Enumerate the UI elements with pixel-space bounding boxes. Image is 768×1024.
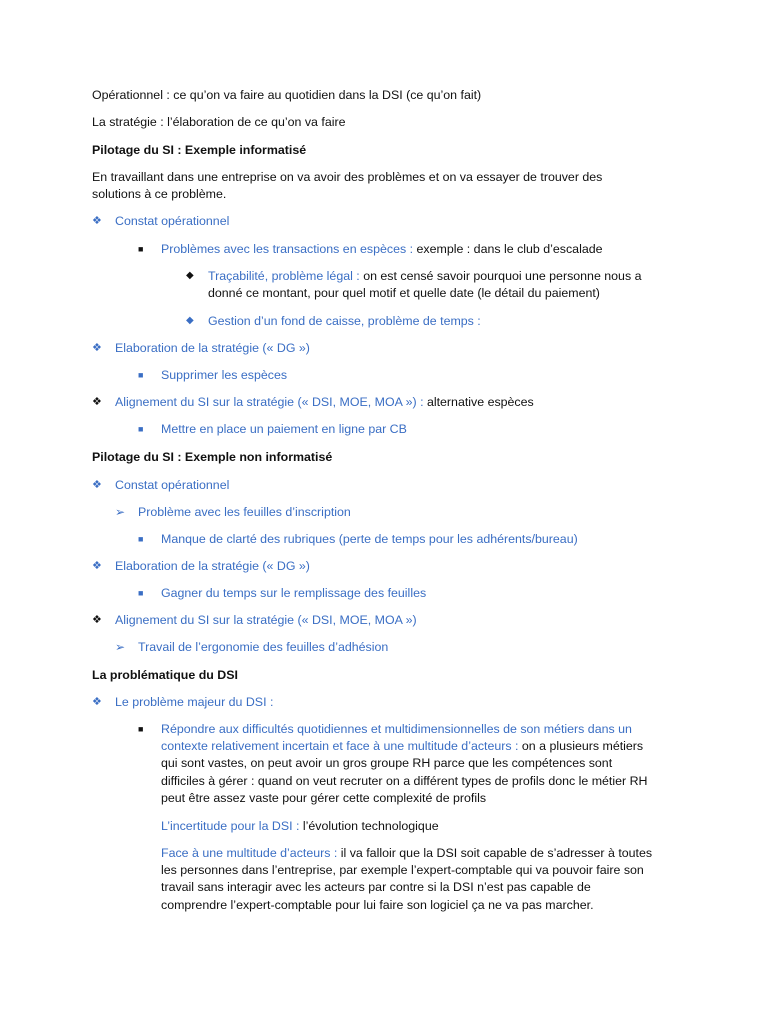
diamond-bullet-icon: ❖: [92, 479, 102, 491]
s1-alignement: [115, 394, 534, 410]
square-bullet-icon: ■: [138, 244, 144, 254]
s1-tracabilite-text1: on est censé savoir pourquoi une personne nous a: [363, 269, 642, 283]
arrow-bullet-icon: ➢: [115, 640, 126, 654]
s2-clarte: Manque de clarté des rubriques (perte de temps pour les adhérents/bureau): [161, 532, 578, 546]
line-strategie: La stratégie : l’élaboration de ce qu’on va faire: [92, 115, 346, 129]
s3-repondre-text2: on a plusieurs métiers: [521, 739, 644, 753]
s2-ergonomie: Travail de l’ergonomie des feuilles d’adhésion: [138, 640, 389, 654]
s1-tracabilite-line1: [208, 268, 641, 284]
s3-incertitude-text: l’évolution technologique: [302, 819, 439, 833]
s3-probleme-majeur: Le problème majeur du DSI :: [115, 695, 274, 709]
s1-tracabilite-label: Traçabilité, problème légal :: [208, 269, 364, 283]
diamond-bullet-icon: ❖: [92, 560, 102, 572]
diamond-bullet-icon: ❖: [92, 396, 102, 408]
s1-alignement-label: Alignement du SI sur la stratégie (« DSI, MOE, MOA ») :: [115, 395, 427, 409]
s1-elaboration: Elaboration de la stratégie (« DG »): [115, 341, 310, 355]
s1-probleme-text: exemple : dans le club d’escalade: [416, 242, 603, 256]
s2-gagner: Gagner du temps sur le remplissage des feuilles: [161, 586, 427, 600]
diamond-bullet-icon: ❖: [92, 614, 102, 626]
square-bullet-icon: ■: [138, 534, 144, 544]
s3-repondre-line3: qui sont vastes, on peut avoir un gros groupe RH parce que les compétences sont: [161, 756, 613, 770]
square-bullet-icon: ■: [138, 424, 144, 434]
line-operationnel: Opérationnel : ce qu’on va faire au quotidien dans la DSI (ce qu’on fait): [92, 88, 482, 102]
s1-alignement-text: alternative espèces: [426, 395, 534, 409]
s3-face-label: Face à une multitude d’acteurs :: [161, 846, 341, 860]
s2-alignement: Alignement du SI sur la stratégie (« DSI, MOE, MOA »): [115, 613, 417, 627]
square-bullet-icon: ■: [138, 370, 144, 380]
s1-supprimer: Supprimer les espèces: [161, 368, 288, 382]
s3-face-text1: il va falloir que la DSI soit capable de s’adresser à toutes: [340, 846, 653, 860]
s3-repondre-label: contexte relativement incertain et face à une multitude d’acteurs :: [161, 739, 522, 753]
s1-constat: Constat opérationnel: [115, 214, 230, 228]
s3-repondre-line2: [161, 738, 643, 754]
s3-repondre-line5: peut être assez vaste pour gérer cette complexité de profils: [161, 791, 487, 805]
s1-tracabilite-line2: donné ce montant, pour quel motif et quelle date (le détail du paiement): [208, 286, 600, 300]
s3-face-line2: les personnes dans l’entreprise, par exemple l’expert-comptable qui va pouvoir faire son: [161, 863, 644, 877]
s3-face-line3: travail sans interagir avec les acteurs par contre si la DSI n’est pas capable de: [161, 880, 591, 894]
s3-incertitude-label: L’incertitude pour la DSI :: [161, 819, 303, 833]
s2-elaboration: Elaboration de la stratégie (« DG »): [115, 559, 310, 573]
arrow-bullet-icon: ➢: [115, 505, 126, 519]
s1-gestion: Gestion d’un fond de caisse, problème de temps :: [208, 314, 481, 328]
solid-diamond-bullet-icon: ◆: [186, 270, 194, 281]
section1-heading: Pilotage du SI : Exemple informatisé: [92, 143, 307, 157]
s3-incertitude: [161, 818, 439, 834]
s1-probleme-especes: [161, 241, 603, 257]
s2-constat: Constat opérationnel: [115, 478, 230, 492]
s3-repondre-line4: difficiles à gérer : quand on veut recruter on a différent types de profils donc le métier RH: [161, 774, 648, 788]
section1-intro-line2: solutions à ce problème.: [92, 187, 227, 201]
s1-probleme-label: Problèmes avec les transactions en espèces :: [161, 242, 417, 256]
section3-heading: La problématique du DSI: [92, 668, 238, 682]
s2-feuilles: Problème avec les feuilles d’inscription: [138, 505, 351, 519]
diamond-bullet-icon: ❖: [92, 215, 102, 227]
square-bullet-icon: ■: [138, 588, 144, 598]
diamond-bullet-icon: ❖: [92, 342, 102, 354]
square-bullet-icon: ■: [138, 724, 144, 734]
solid-diamond-bullet-icon: ◆: [186, 315, 194, 326]
section2-heading: Pilotage du SI : Exemple non informatisé: [92, 450, 333, 464]
s3-face-line1: [161, 845, 652, 861]
s3-repondre-line1: Répondre aux difficultés quotidiennes et multidimensionnelles de son métiers dans un: [161, 722, 632, 736]
s3-face-line4: comprendre l’expert-comptable pour lui faire son logiciel ça ne va pas marcher.: [161, 898, 594, 912]
s1-paiement: Mettre en place un paiement en ligne par CB: [161, 422, 407, 436]
section1-intro-line1: En travaillant dans une entreprise on va avoir des problèmes et on va essayer de trouver des: [92, 170, 603, 184]
diamond-bullet-icon: ❖: [92, 696, 102, 708]
